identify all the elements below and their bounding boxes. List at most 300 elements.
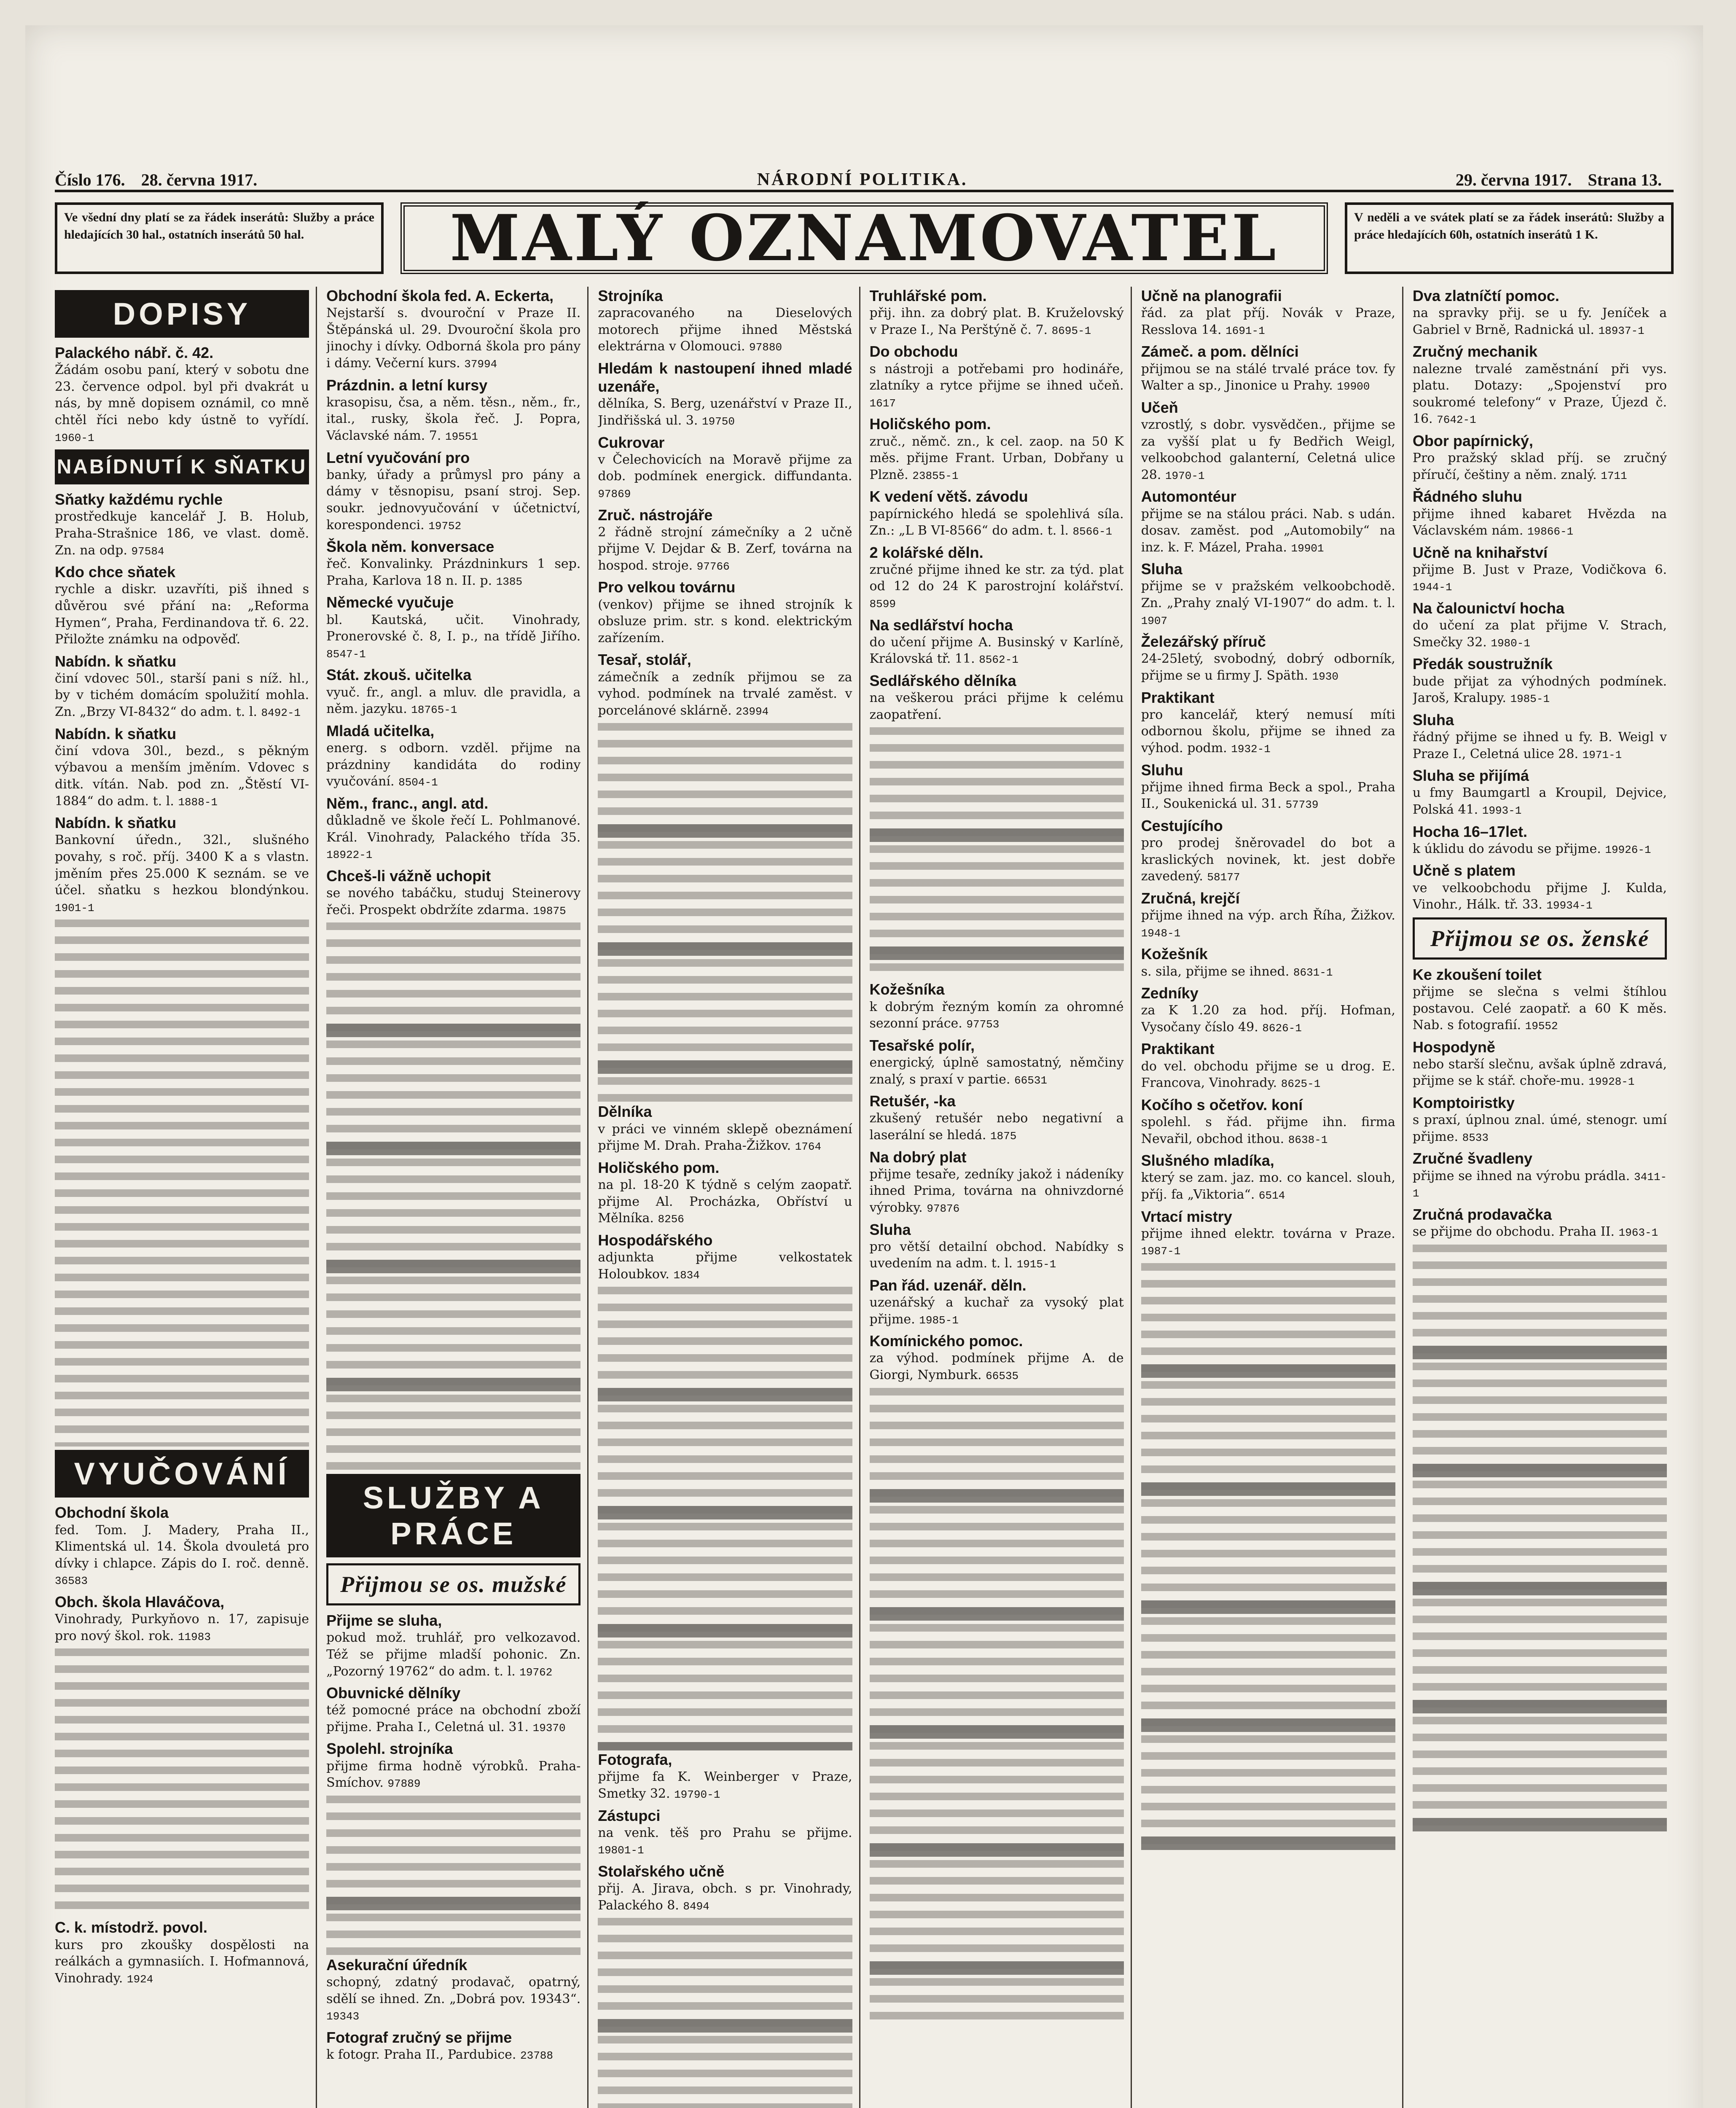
- classified-ad: [1141, 761, 1395, 812]
- ad-text: krasopisu, čsa, a něm. těsn., něm., fr., ital., rusky, škola řeč. J. Popra, Václavské nám. 7.: [326, 395, 581, 443]
- ad-number: 97753: [966, 1018, 1000, 1031]
- ad-heading: Obch. škola Hlaváčova,: [55, 1593, 225, 1611]
- ad-number: 19752: [428, 519, 462, 532]
- classified-ad: [1413, 861, 1667, 913]
- classified-ad: [598, 1102, 852, 1154]
- classified-ad: [870, 1148, 1124, 1216]
- ad-number: 8533: [1462, 1131, 1489, 1144]
- ad-number: 8566-1: [1072, 525, 1113, 538]
- ad-text: vzrostlý, s dobr. vysvědčen., přijme se za vyšší plat u fy Bedřich Weigl, velkoobchod galanterní, Celetná ulice 28.: [1141, 417, 1395, 482]
- ad-text: u fmy Baumgartl a Kroupil, Dejvice, Polská 41.: [1412, 785, 1667, 817]
- section-banner-dopisy: DOPISY: [55, 290, 309, 338]
- ad-number: 19790-1: [674, 1788, 720, 1801]
- ad-text: banky, úřady a průmysl pro pány a dámy v těsnopisu, psaní stroj. Sep. soukr. jednovyučování v účetnictví, korespondenci.: [326, 467, 581, 532]
- ad-text: prostředkuje kancelář J. B. Holub, Praha-Strašnice 186, ve vlast. domě. Zn. na odp.: [55, 509, 309, 558]
- ad-heading: Holičského pom.: [869, 415, 991, 433]
- classified-ad: [1141, 945, 1395, 980]
- classified-ad: [1413, 655, 1667, 706]
- classified-ad: [598, 1159, 852, 1227]
- ad-text: zámečník a zedník přijmou se za vyhod. podmínek na trvalé zaměst. v porcelánové sklárně.: [598, 670, 852, 718]
- classified-ad: [1413, 711, 1667, 762]
- ad-number: 19552: [1525, 1020, 1558, 1033]
- classified-ad: [1413, 342, 1667, 428]
- classified-ad: [326, 1684, 580, 1735]
- ad-text: se nového tabáčku, studuj Steinerovy řeči. Prospekt obdržíte zdarma.: [326, 885, 581, 917]
- ad-text: řeč. Konvalinky. Prázdninkurs 1 sep. Praha, Karlova 18 n. II. p.: [326, 557, 581, 588]
- classified-ad: [870, 287, 1124, 338]
- ad-number: 19551: [445, 430, 478, 443]
- ad-text: energ. s odborn. vzděl. přijme na prázdniny kandidáta do rodiny vyučování.: [326, 741, 581, 789]
- ad-number: 1764: [795, 1140, 822, 1153]
- ad-heading: Retušér, -ka: [869, 1092, 956, 1110]
- ad-heading: Zručná prodavačka: [1412, 1205, 1552, 1223]
- classified-ad: [1413, 487, 1667, 539]
- column-3: [598, 287, 860, 2108]
- ad-heading: Hospodyně: [1412, 1038, 1495, 1056]
- classified-ad: [326, 376, 580, 444]
- ad-heading: Letní vyučování pro: [326, 449, 470, 466]
- ad-number: 8494: [683, 1900, 709, 1913]
- classified-ad: [870, 1221, 1124, 1272]
- ad-heading: Kožešník: [1141, 945, 1208, 963]
- ad-heading: Nabídn. k sňatku: [55, 814, 177, 832]
- ad-heading: Škola něm. konversace: [326, 538, 494, 556]
- ad-heading: Cestujícího: [1141, 817, 1223, 834]
- ad-heading: Zámeč. a pom. dělníci: [1141, 343, 1299, 360]
- classified-ad: [1413, 1205, 1667, 1240]
- ad-number: 8504-1: [398, 776, 438, 789]
- ad-text: přij. A. Jirava, obch. s pr. Vinohrady, Palackého 8.: [598, 1881, 852, 1913]
- classified-ad: [598, 287, 852, 355]
- ad-number: 1944-1: [1412, 581, 1452, 594]
- ad-heading: Vrtací mistry: [1141, 1207, 1232, 1225]
- column-2: [326, 287, 589, 2108]
- ad-heading: Zruč. nástrojáře: [598, 506, 713, 524]
- ad-text: energický, úplně samostatný, němčiny znalý, s praxí v partie.: [869, 1055, 1124, 1087]
- classified-ad: [598, 506, 852, 574]
- ad-heading: Stolařského učně: [598, 1862, 725, 1880]
- classified-ad: [870, 980, 1124, 1032]
- classified-ad: [598, 1750, 852, 1802]
- ad-text: Vinohrady, Purkyňovo n. 17, zapisuje pro nový škol. rok.: [55, 1612, 309, 1643]
- ad-number: 66535: [986, 1370, 1019, 1383]
- classified-ad: [870, 616, 1124, 667]
- pricing-notice-weekday: Ve všední dny platí se za řádek inserátů: Služby a práce hledajících 30 hal., ostatních inserátů 50 hal.: [55, 202, 384, 274]
- ad-heading: Dělníka: [598, 1103, 652, 1121]
- ad-heading: Dva zlatníčtí pomoc.: [1412, 287, 1559, 304]
- ad-text: přijmou se na stálé trvalé práce tov. fy Walter a sp., Jinonice u Prahy.: [1141, 361, 1395, 393]
- ad-text: pokud mož. truhlář, pro velkozavod. Též se přijme mladší pohonic. Zn. „Pozorný 19762“ do adm. t. l.: [326, 1630, 581, 1679]
- ad-heading: Řádného sluhu: [1412, 488, 1522, 505]
- ad-number: 1985-1: [919, 1314, 959, 1327]
- ad-text: zručné přijme ihned ke str. za týd. plat od 12 do 24 K parostrojní kolářství.: [869, 562, 1124, 594]
- ad-number: 1985-1: [1510, 693, 1550, 706]
- ad-heading: Zručný mechanik: [1412, 343, 1537, 360]
- running-header: [55, 164, 1674, 192]
- ad-text: s praxí, úplnou znal. úmé, stenogr. umí přijme.: [1412, 1113, 1667, 1144]
- illegible-text-block: [870, 1388, 1124, 2020]
- ad-heading: Stát. zkouš. učitelka: [326, 666, 472, 684]
- ad-text: přijme tesaře, zedníky jakož i nádeníky ihned Prima, továrna na ohnivzdorné výrobky.: [869, 1167, 1124, 1215]
- ad-heading: Obchodní škola: [55, 1504, 169, 1522]
- classified-ad: [1141, 342, 1395, 394]
- ad-heading: Učeň: [1141, 398, 1178, 416]
- header-left: [55, 170, 269, 190]
- ad-text: do vel. obchodu přijme se u drog. E. Francova, Vinohrady.: [1141, 1059, 1395, 1091]
- ad-heading: Sluha: [1412, 711, 1454, 729]
- ad-text: zruč., němč. zn., k cel. zaop. na 50 K měs. přijme Frant. Urban, Dobřany u Plzně.: [869, 434, 1124, 482]
- ad-heading: Kočího s očetřov. koní: [1141, 1096, 1303, 1113]
- ad-heading: Zástupci: [598, 1807, 661, 1824]
- classified-ad: [326, 1611, 580, 1680]
- ad-number: 8562-1: [979, 653, 1018, 667]
- ad-text: přijme ihned elektr. továrna v Praze.: [1141, 1226, 1395, 1241]
- ad-text: pro větší detailní obchod. Nabídky s uvedením na adm. t. l.: [869, 1239, 1124, 1271]
- ad-text: rychle a diskr. uzavříti, piš ihned s důvěrou své přání na: „Reforma Hymen“, Praha, Ferdinandova tř. 6. 22. Přiložte známku na odpověď.: [55, 582, 309, 647]
- ad-text: papírnického hledá se spolehlivá síla. Zn.: „L B VI-8566“ do adm. t. l.: [869, 506, 1124, 538]
- ad-text: Pro pražský sklad příj. se zručný příručí, češtiny a něm. znalý.: [1412, 451, 1667, 482]
- ad-number: 3411-1: [1412, 1170, 1667, 1200]
- classified-ad: [870, 1332, 1124, 1383]
- ad-text: činí vdovec 50l., starší pani s níž. hl., by v tichém domácím spolužití mohla. Zn. „Brzy VI-8432“ do adm. t. l.: [55, 671, 309, 720]
- ad-heading: Pro velkou továrnu: [598, 578, 736, 596]
- ad-text: za výhod. podmínek přijme A. de Giorgi, Nymburk.: [869, 1351, 1124, 1383]
- ad-text: s. sila, přijme se ihned.: [1141, 964, 1290, 979]
- classified-ad: [1413, 823, 1667, 858]
- illegible-text-block: [1141, 1263, 1395, 1853]
- ad-number: 18922-1: [326, 849, 373, 862]
- ad-number: 8695-1: [1051, 324, 1091, 337]
- ad-heading: Holičského pom.: [598, 1159, 720, 1176]
- classified-ad: [1141, 1040, 1395, 1091]
- ad-number: 1875: [990, 1129, 1017, 1143]
- ad-number: 1907: [1141, 614, 1168, 627]
- ad-number: 1948-1: [1141, 927, 1181, 940]
- ad-number: 1915-1: [1016, 1258, 1056, 1271]
- classified-ad: [1413, 965, 1667, 1034]
- ad-number: 97889: [387, 1777, 421, 1791]
- ad-heading: Předák soustružník: [1412, 655, 1553, 673]
- ad-heading: Kdo chce sňatek: [55, 563, 176, 581]
- illegible-text-block: [870, 727, 1124, 980]
- ad-number: 19934-1: [1546, 899, 1593, 912]
- column-4: [870, 287, 1132, 2108]
- ad-text: k fotogr. Praha II., Pardubice.: [326, 2047, 516, 2062]
- ad-heading: Přijme se sluha,: [326, 1612, 442, 1629]
- ad-number: 8625-1: [1281, 1078, 1321, 1091]
- ad-number: 58177: [1207, 871, 1240, 884]
- classified-ad: [55, 725, 309, 810]
- ad-heading: Sluhu: [1141, 761, 1183, 779]
- classified-ad: [1141, 817, 1395, 885]
- ad-heading: Na sedlářství hocha: [869, 616, 1013, 634]
- ad-number: 1971-1: [1582, 748, 1622, 761]
- ad-text: v práci ve vinném sklepě obeznámení přijme M. Drah. Praha-Žižkov.: [598, 1121, 852, 1153]
- issue-number: Číslo 176.: [55, 170, 125, 189]
- ad-text: s nástroji a potřebami pro hodináře, zlatníky a rytce přijme se ihned učeň.: [869, 361, 1124, 393]
- ad-heading: C. k. místodrž. povol.: [55, 1919, 208, 1936]
- ad-text: bl. Kautská, učit. Vinohrady, Pronerovské č. 8, I. p., na třídě Jiřího.: [326, 612, 581, 644]
- ad-number: 19801-1: [598, 1844, 644, 1857]
- ad-number: 1711: [1601, 469, 1627, 482]
- ad-text: ve velkoobchodu přijme J. Kulda, Vinohr., Hálk. tř. 33.: [1412, 880, 1667, 912]
- ad-text: na venk. těš pro Prahu se přijme.: [598, 1825, 852, 1840]
- ad-number: 19928-1: [1588, 1076, 1635, 1089]
- ad-heading: Sedlářského dělníka: [869, 672, 1016, 690]
- ad-number: 37994: [464, 358, 497, 371]
- classified-ad: [598, 433, 852, 502]
- classified-ad: [55, 563, 309, 648]
- ad-number: 1932-1: [1231, 743, 1271, 756]
- ad-heading: Na čalounictví hocha: [1412, 600, 1564, 617]
- classified-ad: [870, 342, 1124, 411]
- ad-number: 1987-1: [1141, 1245, 1181, 1258]
- classifieds-columns: [55, 287, 1674, 2108]
- classified-ad: [326, 593, 580, 661]
- ad-heading: Pan řád. uzenář. děln.: [869, 1276, 1027, 1294]
- ad-text: přijme firma hodně výrobků. Praha-Smíchov.: [326, 1758, 581, 1791]
- ad-text: Žádám osobu paní, který v sobotu dne 23. července odpol. byl při dvakrát u nás, by mně dopisem oznámil, co mně chtěl říci nebo kdy ústně to vyřídí.: [55, 363, 309, 428]
- ad-number: 8626-1: [1262, 1022, 1302, 1035]
- ad-text: přijme se v pražském velkoobchodě. Zn. „Prahy znalý VI-1907“ do adm. t. l.: [1141, 579, 1395, 611]
- issue-date-left: 28. června 1917.: [141, 170, 258, 189]
- classified-ad: [870, 543, 1124, 612]
- classified-ad: [55, 490, 309, 559]
- ad-number: 19901: [1291, 542, 1324, 555]
- illegible-text-block: [598, 723, 852, 1102]
- ad-number: 1963-1: [1618, 1226, 1658, 1239]
- ad-heading: Prázdnin. a letní kursy: [326, 376, 488, 394]
- ad-text: nalezne trvalé zaměstnání při vys. platu. Dotazy: „Spojenství pro soukromé telefony“ v Praze, Újezd č. 16.: [1412, 361, 1667, 427]
- classified-ad: [326, 1956, 580, 2024]
- ad-text: se přijme do obchodu. Praha II.: [1412, 1224, 1615, 1239]
- ad-text: nebo starší slečnu, avšak úplně zdravá, přijme se k stář. choře-mu.: [1412, 1057, 1667, 1089]
- ad-text: přijme fa K. Weinberger v Praze, Smetky 32.: [598, 1769, 852, 1801]
- ad-number: 1901-1: [55, 901, 94, 914]
- ad-heading: Praktikant: [1141, 688, 1215, 706]
- classified-ad: [1413, 1149, 1667, 1201]
- ad-number: 19875: [533, 904, 566, 917]
- classified-ad: [1141, 1207, 1395, 1259]
- ad-heading: Tesařské polír,: [869, 1036, 975, 1054]
- ad-text: schopný, zdatný prodavač, opatrný, sdělí se ihned. Zn. „Dobrá pov. 19343“.: [326, 1975, 581, 2006]
- page-number: Strana 13.: [1588, 170, 1662, 189]
- ad-text: fed. Tom. J. Madery, Praha II., Klimentská ul. 14. Škola dvouletá pro dívky i chlapce. Zápis do I. roč. denně.: [55, 1522, 309, 1571]
- ad-heading: Fotografa,: [598, 1751, 672, 1769]
- ad-number: 19900: [1337, 380, 1370, 393]
- ad-heading: Do obchodu: [869, 343, 958, 360]
- classified-ad: [326, 1740, 580, 1791]
- classified-ad: [598, 1807, 852, 1858]
- ad-heading: Na dobrý plat: [869, 1148, 967, 1166]
- classified-ad: [55, 344, 309, 445]
- ad-text: řádný přijme se ihned u fy. B. Weigl v Praze I., Celetná ulice 28.: [1412, 730, 1667, 761]
- ad-text: Bankovní úředn., 32l., slušného povahy, s roč. příj. 3400 K a s vlastn. jměním přes 25.000 K seznám. se ve účel. sňatku s hezkou blondýnkou.: [55, 833, 309, 898]
- ad-number: 1691-1: [1225, 324, 1265, 337]
- ad-number: 8492-1: [261, 707, 301, 720]
- newspaper-name: NÁRODNÍ POLITIKA.: [757, 170, 968, 189]
- illegible-text-block: [1413, 1245, 1667, 1835]
- ad-text: řád. za plat příj. Novák v Praze, Resslova 14.: [1141, 306, 1395, 337]
- ad-number: 19750: [701, 415, 735, 428]
- ad-number: 19370: [532, 1721, 566, 1734]
- ad-text: za K 1.20 za hod. příj. Hofman, Vysočany číslo 49.: [1141, 1003, 1395, 1035]
- ad-number: 8638-1: [1288, 1133, 1328, 1146]
- ad-text: přijme se slečna s velmi štíhlou postavou. Celé zaopatř. a 60 K měs. Nab. s fotografií.: [1412, 984, 1667, 1033]
- ad-number: 66531: [1014, 1074, 1047, 1087]
- ad-heading: Chceš-li vážně uchopit: [326, 867, 491, 885]
- classified-ad: [326, 794, 580, 863]
- ad-number: 8599: [869, 598, 896, 611]
- ad-heading: Obor papírnický,: [1412, 432, 1533, 449]
- ad-heading: Hledám k nastoupení ihned mladé uzenáře,: [598, 359, 852, 395]
- ad-heading: Hocha 16–17let.: [1412, 823, 1528, 840]
- ad-heading: Fotograf zručný se přijme: [326, 2028, 512, 2046]
- classified-ad: [55, 652, 309, 721]
- ad-text: (venkov) přijme se ihned strojník k obsluze prim. str. s kond. elektrickým zařízením.: [598, 597, 852, 645]
- ad-text: adjunkta přijme velkostatek Holoubkov.: [598, 1250, 852, 1282]
- ad-text: přij. ihn. za dobrý plat. B. Kruželovský v Praze I., Na Perštýně č. 7.: [869, 306, 1124, 337]
- classified-ad: [1141, 984, 1395, 1035]
- ad-number: 97869: [598, 487, 631, 500]
- ad-text: uzenářský a kuchař za vysoký plat přijme.: [869, 1295, 1124, 1327]
- classified-ad: [870, 672, 1124, 723]
- classified-ad: [1413, 287, 1667, 338]
- ad-number: 18937-1: [1598, 324, 1645, 337]
- ad-number: 1888-1: [178, 796, 218, 809]
- classified-ad: [870, 1276, 1124, 1328]
- ad-heading: Zedníky: [1141, 984, 1199, 1002]
- ad-text: zapracovaného na Dieselových motorech přijme ihned Městská elektrárna v Olomouci.: [598, 306, 852, 354]
- classified-ad: [326, 449, 580, 534]
- ad-heading: Obchodní škola fed. A. Eckerta,: [326, 287, 554, 304]
- ad-heading: Automontéur: [1141, 488, 1236, 505]
- ad-number: 1980-1: [1491, 637, 1530, 650]
- ad-heading: Nabídn. k sňatku: [55, 652, 177, 670]
- header-right: [1456, 170, 1674, 190]
- classified-ad: [326, 538, 580, 589]
- ad-number: 19926-1: [1605, 843, 1651, 856]
- ad-number: 8631-1: [1293, 966, 1333, 979]
- ad-heading: Německé vyučuje: [326, 594, 454, 611]
- ad-heading: Mladá učitelka,: [326, 722, 435, 739]
- classified-ad: [1141, 889, 1395, 941]
- ad-number: 19762: [519, 1666, 553, 1679]
- ad-heading: Zručná, krejčí: [1141, 889, 1240, 907]
- ad-number: 1617: [869, 397, 896, 410]
- classified-ad: [55, 1503, 309, 1589]
- ad-number: 19866-1: [1527, 525, 1574, 538]
- ad-heading: Zručné švadleny: [1412, 1150, 1532, 1167]
- classified-ad: [598, 578, 852, 646]
- ad-text: zkušený retušér nebo negativní a laserální se hledá.: [869, 1111, 1124, 1143]
- ad-number: 97876: [927, 1202, 960, 1215]
- classified-ad: [1413, 432, 1667, 483]
- classified-ad: [326, 722, 580, 790]
- ad-number: 97584: [131, 545, 164, 558]
- classified-ad: [55, 1593, 309, 1644]
- column-5: [1141, 287, 1403, 2108]
- section-banner-nabidnuti: NABÍDNUTÍ K SŇATKU: [55, 449, 309, 484]
- ad-text: vyuč. fr., angl. a mluv. dle pravidla, a něm. jazyku.: [326, 685, 581, 717]
- ad-heading: Sňatky každému rychle: [55, 491, 223, 508]
- ad-text: pro prodej šněrovadel do bot a kraslických novinek, kt. jest dobře zavedený.: [1141, 836, 1395, 884]
- ad-heading: Strojníka: [598, 287, 663, 304]
- ad-number: 1834: [673, 1269, 700, 1282]
- ad-number: 1970-1: [1165, 469, 1205, 482]
- ad-number: 11983: [177, 1630, 211, 1643]
- classified-ad: [1413, 766, 1667, 818]
- classified-ad: [1141, 1096, 1395, 1147]
- illegible-text-block: [326, 1796, 580, 1956]
- ad-number: 8547-1: [326, 648, 366, 661]
- ad-text: spolehl. s řád. přijme ihn. firma Nevařil, obchod ithou.: [1141, 1115, 1395, 1146]
- ad-heading: Učně na planografii: [1141, 287, 1282, 304]
- classified-ad: [870, 1036, 1124, 1088]
- ad-heading: Komínického pomoc.: [869, 1332, 1023, 1350]
- ad-number: 57739: [1285, 799, 1319, 812]
- ad-number: 7642-1: [1437, 414, 1476, 427]
- ad-number: 8256: [658, 1213, 684, 1226]
- ad-number: 6514: [1258, 1189, 1285, 1202]
- column-1: [55, 287, 317, 2108]
- ad-number: 1930: [1312, 670, 1338, 683]
- ad-heading: Kožešníka: [869, 981, 945, 998]
- classified-ad: [1141, 1151, 1395, 1203]
- ad-heading: Komptoiristky: [1412, 1094, 1515, 1112]
- ad-heading: Něm., franc., angl. atd.: [326, 794, 489, 812]
- ad-heading: Obuvnické dělníky: [326, 1684, 461, 1702]
- ad-heading: Truhlářské pom.: [869, 287, 987, 304]
- ad-heading: Palackého nábř. č. 42.: [55, 344, 214, 361]
- ad-heading: Praktikant: [1141, 1040, 1215, 1058]
- ad-text: který se zam. jaz. mo. co kancel. slouh, příj. fa „Viktoria“.: [1141, 1170, 1395, 1202]
- ad-text: 2 řádně strojní zámečníky a 2 učně přijme V. Dejdar & B. Zerf, továrna na hospod. stroje.: [598, 524, 852, 573]
- ad-heading: Železářský příruč: [1141, 633, 1266, 651]
- classified-ad: [1141, 287, 1395, 338]
- illegible-text-block: [598, 1287, 852, 1750]
- ad-number: 23855-1: [912, 469, 959, 482]
- ad-heading: Sluha: [869, 1221, 911, 1238]
- classified-ad: [1413, 1038, 1667, 1089]
- ad-text: na pl. 18-20 K týdně s celým zaopatř. přijme Al. Procházka, Obříství u Mělníka.: [598, 1177, 852, 1226]
- ad-number: 1924: [126, 1973, 153, 1986]
- section-banner-prijmou-zenske: Přijmou se os. ženské: [1413, 917, 1667, 960]
- section-banner-vyucovani: VYUČOVÁNÍ: [55, 1450, 309, 1498]
- issue-date-right: 29. června 1917.: [1455, 170, 1572, 189]
- ad-heading: Sluha: [1141, 560, 1182, 578]
- classified-ad: [55, 1918, 309, 1987]
- ad-text: v Čelechovicích na Moravě přijme za dob. podmínek energick. diffundanta.: [598, 452, 852, 484]
- classified-ad: [598, 1231, 852, 1283]
- illegible-text-block: [55, 920, 309, 1447]
- ad-heading: Hospodářského: [598, 1231, 713, 1249]
- ad-text: k dobrým řezným komín za ohromné sezonní práce.: [869, 999, 1124, 1031]
- ad-heading: 2 kolářské děln.: [869, 543, 984, 561]
- illegible-text-block: [55, 1648, 309, 1918]
- classified-ad: [326, 867, 580, 918]
- ad-text: na veškerou práci přijme k celému zaopatření.: [869, 691, 1124, 722]
- ad-text: přijme se ihned na výrobu prádla.: [1412, 1168, 1630, 1183]
- pricing-notice-sunday: V neděli a ve svátek platí se za řádek inserátů: Služby a práce hledajících 60h, ostatních inserátů 1 K.: [1345, 202, 1674, 274]
- classified-ad: [1413, 599, 1667, 651]
- ad-heading: Učně na knihařství: [1412, 543, 1548, 561]
- ad-text: pro kancelář, který nemusí míti odbornou školu, přijme se ihned za výhod. podm.: [1141, 707, 1395, 756]
- ad-number: 1385: [496, 575, 523, 588]
- ad-number: 1993-1: [1482, 804, 1522, 817]
- ad-heading: Tesař, stolář,: [598, 651, 691, 669]
- ad-text: též pomocné práce na obchodní zboží přijme. Praha I., Celetná ul. 31.: [326, 1703, 581, 1734]
